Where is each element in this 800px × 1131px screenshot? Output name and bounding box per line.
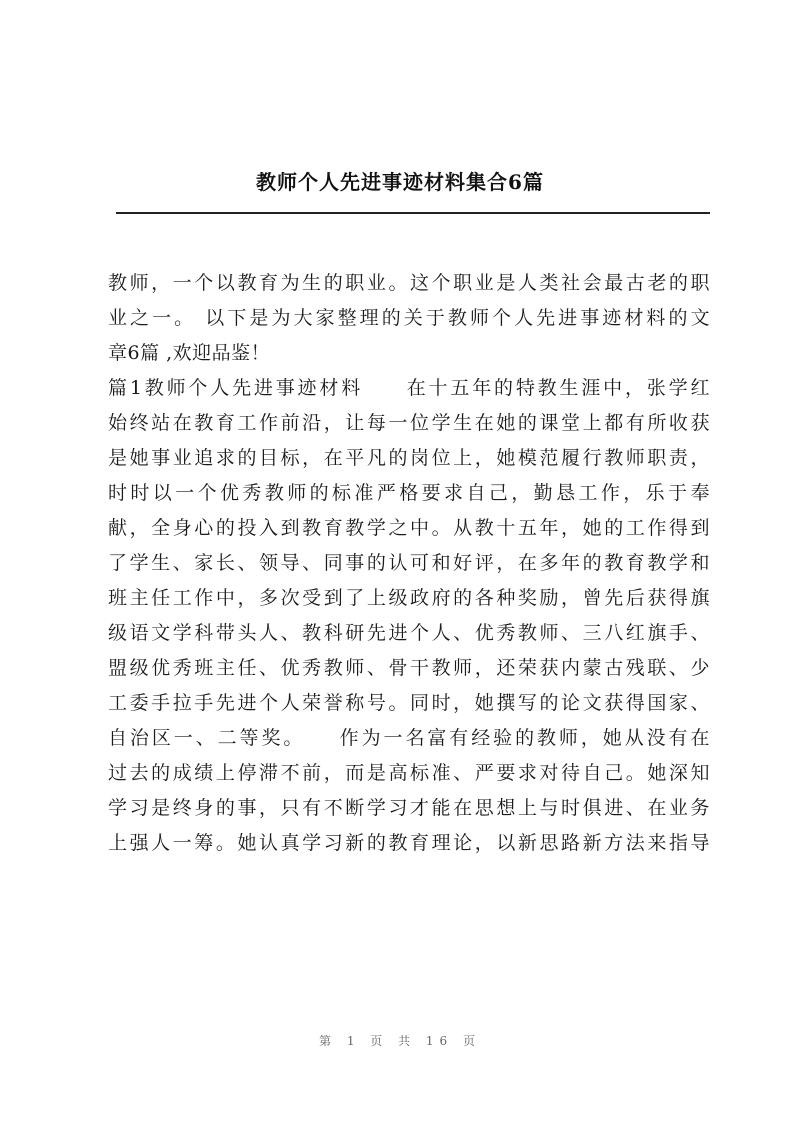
body-line: 盟级优秀班主任、优秀教师、骨干教师，还荣获内蒙古残联、少 bbox=[108, 657, 710, 679]
body-line: 上强人一筹。她认真学习新的教育理论，以新思路新方法来指导 bbox=[108, 832, 710, 854]
body-line: 级语文学科带头人、教科研先进个人、优秀教师、三八红旗手、 bbox=[108, 622, 710, 644]
document-body bbox=[108, 266, 710, 861]
body-line: 过去的成绩上停滞不前，而是高标准、严要求对待自己。她深知 bbox=[108, 762, 710, 784]
body-line: 了学生、家长、领导、同事的认可和好评，在多年的教育教学和 bbox=[108, 552, 710, 574]
body-line: 篇1教师个人先进事迹材料 在十五年的特教生涯中，张学红 bbox=[108, 377, 710, 399]
title-divider bbox=[116, 212, 710, 214]
body-line: 班主任工作中，多次受到了上级政府的各种奖励，曾先后获得旗 bbox=[108, 587, 710, 609]
body-line: 自治区一、二等奖。 作为一名富有经验的教师，她从没有在 bbox=[108, 727, 710, 749]
body-line: 始终站在教育工作前沿，让每一位学生在她的课堂上都有所收获 bbox=[108, 412, 710, 434]
page-footer: 第 1 页 共 16 页 bbox=[319, 1034, 481, 1048]
body-line: 是她事业追求的目标，在平凡的岗位上，她模范履行教师职责， bbox=[108, 447, 710, 469]
body-line: 学习是终身的事，只有不断学习才能在思想上与时俱进、在业务 bbox=[108, 797, 710, 819]
body-line: 业之一。 以下是为大家整理的关于教师个人先进事迹材料的文 bbox=[108, 307, 710, 329]
body-line: 献，全身心的投入到教育教学之中。从教十五年，她的工作得到 bbox=[108, 517, 710, 539]
body-line: 章6篇 ,欢迎品鉴！ bbox=[108, 342, 271, 364]
body-line: 工委手拉手先进个人荣誉称号。同时，她撰写的论文获得国家、 bbox=[108, 692, 710, 714]
body-line: 时时以一个优秀教师的标准严格要求自己，勤恳工作，乐于奉 bbox=[108, 482, 710, 504]
body-line: 教师，一个以教育为生的职业。这个职业是人类社会最古老的职 bbox=[108, 272, 710, 294]
page-title: 教师个人先进事迹材料集合6篇 bbox=[256, 170, 544, 194]
